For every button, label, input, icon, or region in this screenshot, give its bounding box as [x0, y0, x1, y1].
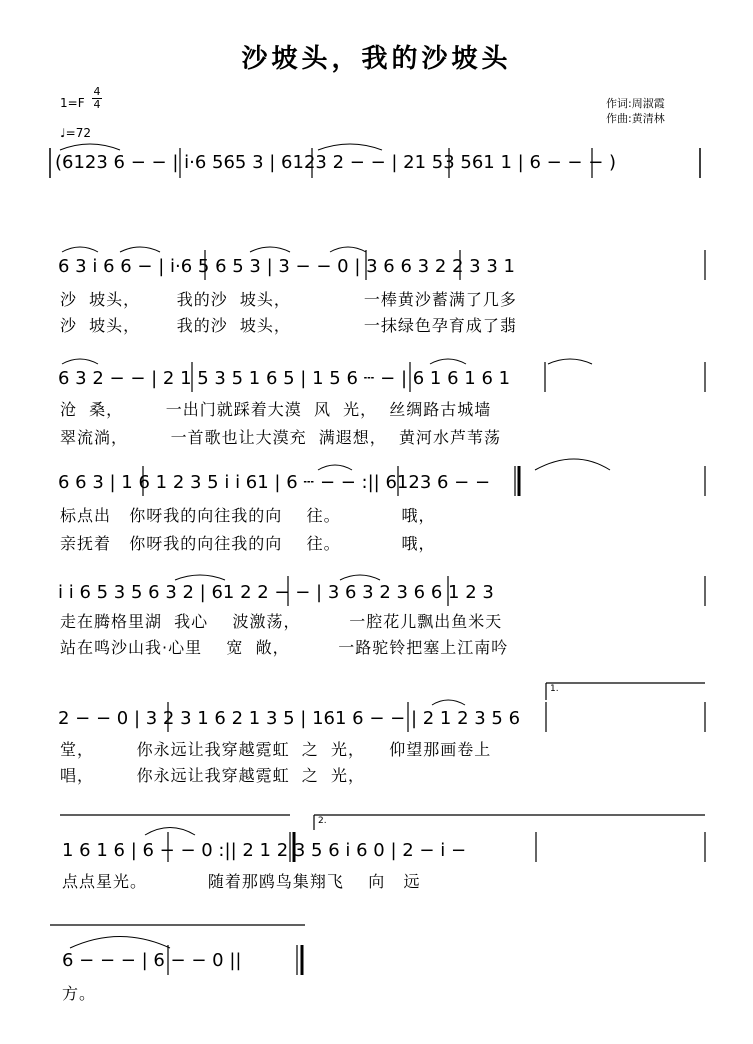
row-6-lyric-verse-1: 堂， 你永远让我穿越霓虹 之 光， 仰望那画卷上: [60, 740, 492, 759]
row-5-notes: i i 6 5 3 5 6 3 2 | 61 2 2 − − | 3 6 3 2 3 6 6 1 2 3: [58, 582, 494, 603]
row-6-notes: 2 − − 0 | 3 2 3 1 6 2 1 3 5 | 161 6 − − | 2 1 2 3 5 6: [58, 708, 521, 729]
tempo-marking: ♩=72: [60, 126, 91, 140]
row-4-lyric-verse-1: 标点出 你呀我的向往我的向 往。 哦，: [60, 506, 436, 525]
row-5-lyric-verse-2: 站在鸣沙山我·心里 宽 敞， 一路驼铃把塞上江南吟: [60, 638, 509, 657]
row-8-notes: 6 − − − | 6 − − 0 ||: [62, 950, 242, 971]
lyricist: 作词:周淑霞: [606, 97, 665, 110]
row-6-lyric-verse-2: 唱， 你永远让我穿越霓虹 之 光，: [60, 766, 365, 785]
intro-notes: (6123 6 − − | i·6 565 3 | 6123 2 − − | 21 53 561 1 | 6 − − − ): [55, 152, 617, 173]
row-7-notes: 1 6 1 6 | 6 − − 0 :|| 2 1 2 3 5 6 i 6 0 | 2 − i −: [62, 840, 467, 861]
row-2-lyric-verse-1: 沙 坡头， 我的沙 坡头， 一棒黄沙蓄满了几多: [60, 290, 517, 309]
row-3-lyric-verse-1: 沧 桑， 一出门就踩着大漠 风 光， 丝绸路古城墙: [60, 400, 492, 419]
row-4-notes: 6 6 3 | 1 6 1 2 3 5 i i 61 | 6 ┄ − − :|| 6123 6 − −: [58, 472, 491, 493]
time-signature-top: 4: [93, 85, 101, 98]
row-7-lyric-verse-1: 点点星光。 随着那鸥鸟集翔飞 向 远: [62, 872, 421, 891]
row-3-notes: 6 3 2 − − | 2 1 5 3 5 1 6 5 | 1 5 6 ┄ − | 6 1 6 1 6 1: [58, 368, 511, 389]
row-5-lyric-verse-1: 走在腾格里湖 我心 波激荡， 一腔花儿飘出鱼米天: [60, 612, 503, 631]
row-2-notes: 6 3 i 6 6 − | i·6 5 6 5 3 | 3 − − 0 | 3 6 6 3 2 2 3 3 1: [58, 256, 515, 277]
row-8-lyric-verse-1: 方。: [62, 984, 97, 1003]
song-title: 沙坡头，我的沙坡头: [241, 44, 512, 74]
key-signature: 1=F: [60, 96, 85, 110]
row-2-lyric-verse-2: 沙 坡头， 我的沙 坡头， 一抹绿色孕育成了翡: [60, 316, 517, 335]
volta-2-label: 2.: [318, 816, 327, 826]
row-4-lyric-verse-2: 亲抚着 你呀我的向往我的向 往。 哦，: [60, 534, 436, 553]
row-3-lyric-verse-2: 翠流淌， 一首歌也让大漠充 满遐想， 黄河水芦苇荡: [60, 428, 501, 447]
volta-1-label: 1.: [550, 684, 559, 694]
composer: 作曲:黄清林: [606, 112, 665, 125]
time-signature-bottom: 4: [93, 98, 101, 111]
